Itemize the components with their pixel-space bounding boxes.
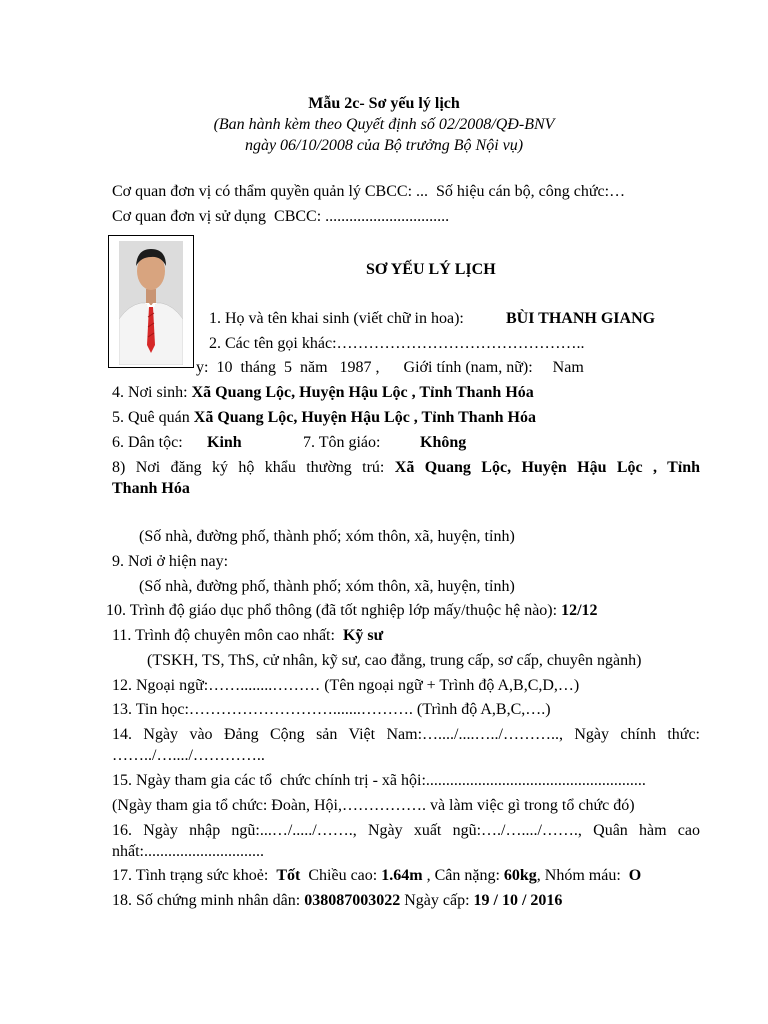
field-15-political-organizations: 15. Ngày tham gia các tổ chức chính trị - xã hội:....................................................... — [112, 772, 646, 789]
decision-date: ngày 06/10/2008 của Bộ trưởng Bộ Nội vụ) — [244, 137, 524, 154]
field-5-hometown — [112, 408, 536, 428]
field-4-label: 4. Nơi sinh: — [112, 384, 192, 401]
field-17-health-value: Tốt — [276, 867, 301, 884]
field-18-date-label: Ngày cấp: — [400, 892, 474, 909]
field-17-health — [112, 866, 641, 886]
field-2-other-names: 2. Các tên gọi khác:……………………………………….. — [209, 335, 585, 352]
field-9-current-residence: 9. Nơi ở hiện nay: — [112, 553, 229, 570]
field-16-military-service: 16. Ngày nhập ngũ:...…/...../……., Ngày xuất ngũ:…./…..../……., Quân hàm cao — [112, 822, 700, 839]
field-8-label: 8) Nơi đăng ký hộ khẩu thường trú: — [112, 459, 385, 476]
field-16-rank: nhất:.............................. — [112, 843, 264, 860]
field-8-registered-residence — [112, 458, 700, 478]
field-13-it-skills: 13. Tin học:……………………….......………. (Trình độ A,B,C,….) — [112, 701, 551, 718]
field-14-official-date: ……../…..../………….. — [112, 747, 265, 764]
field-4-value: Xã Quang Lộc, Huyện Hậu Lộc , Tỉnh Thanh Hóa — [191, 384, 534, 401]
field-9-hint: (Số nhà, đường phố, thành phố; xóm thôn, xã, huyện, tỉnh) — [139, 578, 515, 595]
field-5-label: 5. Quê quán — [112, 409, 194, 426]
field-12-foreign-language: 12. Ngoại ngữ:……........……… (Tên ngoại ngữ + Trình độ A,B,C,D,…) — [112, 677, 580, 694]
field-17-weight-label: , Cân nặng: — [422, 867, 504, 884]
field-6-ethnicity: Kinh — [207, 434, 242, 451]
field-6-label: 6. Dân tộc: — [112, 434, 183, 451]
field-10-general-education — [106, 601, 598, 621]
field-17-label: 17. Tình trạng sức khoẻ: — [112, 867, 277, 884]
field-11-professional-level — [112, 626, 383, 646]
field-18-id-value: 038087003022 — [304, 892, 401, 909]
field-17-blood-label: , Nhóm máu: — [536, 867, 629, 884]
decision-reference: (Ban hành kèm theo Quyết định số 02/2008/QĐ-BNV — [213, 116, 555, 133]
field-17-blood-value: O — [628, 867, 642, 884]
field-7-label: 7. Tôn giáo: — [303, 434, 381, 451]
form-code-title: Mẫu 2c- Sơ yếu lý lịch — [308, 95, 460, 112]
field-8-value-part2: Thanh Hóa — [112, 480, 190, 497]
field-18-label: 18. Số chứng minh nhân dân: — [112, 892, 305, 909]
field-17-height-value: 1.64m — [381, 867, 423, 884]
field-11-label: 11. Trình độ chuyên môn cao nhất: — [112, 627, 343, 644]
field-8-value-part1: Xã Quang Lộc, Huyện Hậu Lộc , Tỉnh — [394, 459, 701, 476]
field-1-label: 1. Họ và tên khai sinh (viết chữ in hoa): — [209, 310, 464, 327]
field-18-issue-date: 19 / 10 / 2016 — [473, 892, 563, 909]
field-7-religion: Không — [420, 434, 467, 451]
using-agency-line: Cơ quan đơn vị sử dụng CBCC: ............................... — [112, 208, 450, 225]
field-1-full-name: BÙI THANH GIANG — [506, 310, 656, 327]
field-11-hint: (TSKH, TS, ThS, cử nhân, kỹ sư, cao đẳng, trung cấp, sơ cấp, chuyên ngành) — [147, 652, 642, 669]
field-3-birth-date-gender: y: 10 tháng 5 năm 1987 , Giới tính (nam, nữ): Nam — [196, 359, 584, 376]
field-10-value: 12/12 — [561, 602, 598, 619]
field-14-party-join-date: 14. Ngày vào Đảng Cộng sản Việt Nam:…..../....…../……….., Ngày chính thức: — [112, 726, 700, 743]
managing-agency-line: Cơ quan đơn vị có thẩm quyền quản lý CBCC: ... Số hiệu cán bộ, công chức:… — [112, 183, 626, 200]
portrait-photo — [108, 235, 194, 368]
field-17-weight-value: 60kg — [503, 867, 537, 884]
field-11-value: Kỹ sư — [342, 627, 384, 644]
field-4-birthplace — [112, 383, 534, 403]
field-18-id-number — [112, 891, 562, 911]
field-8-hint: (Số nhà, đường phố, thành phố; xóm thôn, xã, huyện, tỉnh) — [139, 528, 515, 545]
field-15-hint: (Ngày tham gia tổ chức: Đoàn, Hội,……………. và làm việc gì trong tổ chức đó) — [112, 797, 635, 814]
field-10-label: 10. Trình độ giáo dục phổ thông (đã tốt nghiệp lớp mấy/thuộc hệ nào): — [106, 602, 562, 619]
field-5-value: Xã Quang Lộc, Huyện Hậu Lộc , Tỉnh Thanh Hóa — [193, 409, 536, 426]
field-17-height-label: Chiều cao: — [300, 867, 382, 884]
document-title: SƠ YẾU LÝ LỊCH — [366, 261, 496, 278]
